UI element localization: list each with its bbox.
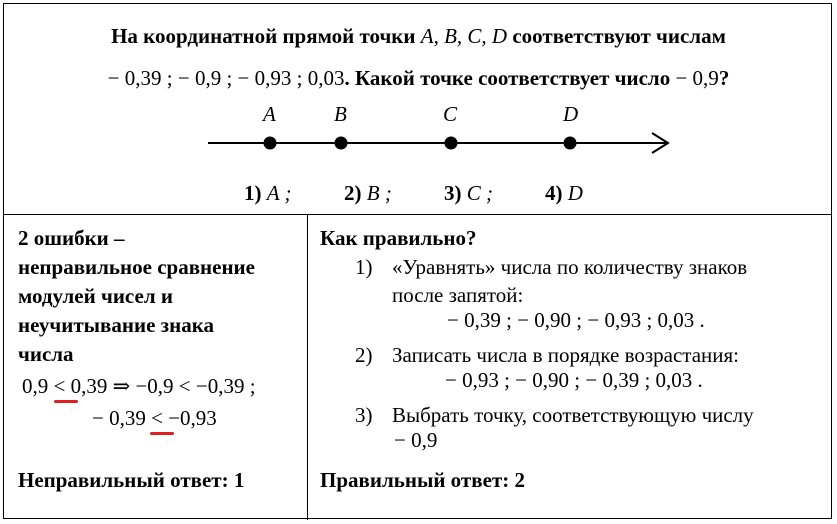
answer-option-3: 3) C ; <box>444 181 493 205</box>
step-3-number-value: − 0,9 <box>394 428 438 452</box>
task-points: A, B, C, D <box>420 24 508 48</box>
point-d <box>564 137 577 150</box>
error-description: 2 ошибки – неправильное сравнение модулей чисел и неучитывание знака числа <box>18 226 255 366</box>
correct-method-title: Как правильно? <box>320 226 477 250</box>
step-1-text: «Уравнять» числа по количеству знаков после запятой: <box>392 255 748 307</box>
answer-option-1: 1) A ; <box>244 181 292 205</box>
step-2-text: Записать числа в порядке возрастания: <box>392 343 740 367</box>
task-frame <box>3 3 832 519</box>
point-label-a: A <box>263 102 276 126</box>
correct-answer: Правильный ответ: 2 <box>320 468 525 492</box>
error-underline-1 <box>54 400 78 403</box>
wrong-inequality-2: − 0,39 < −0,93 <box>92 406 217 430</box>
question-mark: ? <box>718 66 730 90</box>
answer-option-2: 2) B ; <box>344 181 392 205</box>
task-numbers: − 0,39 ; − 0,9 ; − 0,93 ; 0,03 <box>107 66 345 90</box>
task-question: . Какой точке соответствует число <box>344 66 671 90</box>
error-underline-2 <box>150 432 174 435</box>
step-1-number: 1) <box>355 255 373 279</box>
divider-vertical <box>307 214 308 520</box>
step-3-text: Выбрать точку, соответствующую числу <box>392 403 754 427</box>
point-a <box>264 137 277 150</box>
wrong-answer: Неправильный ответ: 1 <box>18 468 245 492</box>
step-1-numbers: − 0,39 ; − 0,90 ; − 0,93 ; 0,03 . <box>447 308 705 332</box>
task-text: На координатной прямой точки <box>111 24 416 48</box>
task-line-1 <box>4 24 833 49</box>
wrong-inequality-1: 0,9 < 0,39 ⇒ −0,9 < −0,39 ; <box>22 374 256 398</box>
task-text-end: соответствуют числам <box>512 24 726 48</box>
task-question-number: − 0,9 <box>675 66 719 90</box>
point-label-d: D <box>563 102 579 126</box>
step-3-number: 3) <box>355 403 373 427</box>
point-label-b: B <box>334 102 347 126</box>
step-2-numbers: − 0,93 ; − 0,90 ; − 0,39 ; 0,03 . <box>445 368 703 392</box>
point-c <box>445 137 458 150</box>
point-b <box>335 137 348 150</box>
task-line-2 <box>4 66 833 91</box>
answer-option-4: 4) D <box>545 181 583 205</box>
divider-horizontal <box>4 214 831 215</box>
step-2-number: 2) <box>355 343 373 367</box>
point-label-c: C <box>443 102 458 126</box>
